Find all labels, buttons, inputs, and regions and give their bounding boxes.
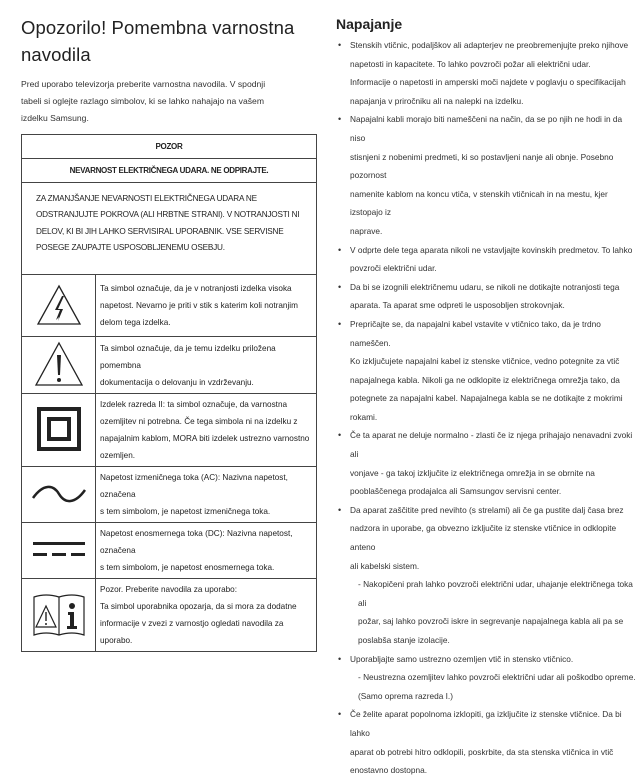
list-item-text: Stenskih vtičnic, podaljškov ali adapterjev ne preobremenjujte preko njihove napetosti in kapacitete. To lahko povzroči požar ali električni udar. Informacije o napetosti in amperski moči najdete v poglavju o specifikacijah napajanja v priročniku ali na nalepki na izdelku. (350, 40, 629, 106)
intro-text: Pred uporabo televizorja preberite varnostna navodila. V spodnji tabeli si oglejte razlago simbolov, ki se lahko nahajajo na vašem izdelku Samsung. (21, 79, 266, 123)
dc-lines-icon (22, 523, 96, 579)
page-title: Opozorilo! Pomembna varnostna navodila (21, 17, 295, 65)
list-subitem: - Nakopičeni prah lahko povzroči električni udar, uhajanje električnega toka ali požar, saj lahko povzroči iskre in segrevanje napajalnega kabla ali pa se poslabša stanje izolacije. (358, 579, 633, 645)
row-description: Pozor. Preberite navodila za uporabo: Ta simbol uporabnika opozarja, da si mora za dodatne informacije v zvezi z varnostjo ogledati navodila za uporabo. (96, 579, 317, 652)
list-item-text: Da bi se izognili električnemu udaru, se nikoli ne dotikajte notranjosti tega aparata. Ta aparat sme odpreti le usposobljen strokovnjak. (350, 281, 620, 311)
table-header: POZOR (22, 135, 317, 159)
power-section (336, 16, 636, 780)
table-row (22, 337, 317, 394)
bullet-icon: • (338, 653, 342, 664)
list-item-text: V odprte dele tega aparata nikoli ne vstavljajte kovinskih predmetov. To lahko povzroči električni udar. (350, 244, 633, 274)
bullet-icon: • (338, 281, 342, 292)
power-bullet-list (336, 36, 636, 780)
ac-wave-icon (22, 467, 96, 523)
bullet-icon: • (338, 318, 342, 329)
row-description: Ta simbol označuje, da je v notranjosti izdelka visoka napetost. Nevarno je priti v stik s katerim koli notranjim delom tega izdelka. (96, 275, 317, 337)
bullet-icon: • (338, 504, 342, 515)
list-subitem: - Neustrezna ozemljitev lahko povzroči električni udar ali poškodbo opreme. (Samo oprema razreda I.) (358, 672, 636, 701)
list-item (336, 36, 636, 110)
row-description: Ta simbol označuje, da je temu izdelku priložena pomembna dokumentacija o delovanju in vzdrževanju. (96, 337, 317, 394)
row-description: Napetost enosmernega toka (DC): Nazivna napetost, označena s tem simbolom, je napetost enosmernega toka. (96, 523, 317, 579)
table-row (22, 467, 317, 523)
list-item (336, 315, 636, 427)
list-item (336, 110, 636, 240)
list-item (336, 426, 636, 500)
table-row (22, 275, 317, 337)
list-item (336, 501, 636, 650)
bullet-icon: • (338, 114, 342, 125)
class-ii-double-square-icon (22, 394, 96, 467)
bullet-icon: • (338, 244, 342, 255)
high-voltage-warning-icon (22, 275, 96, 337)
list-item (336, 705, 636, 779)
list-item (336, 241, 636, 278)
list-item-text: Če želite aparat popolnoma izklopiti, ga izključite iz stenske vtičnice. Da bi lahko aparat ob potrebi hitro odklopili, poskrbite, da sta stenska vtičnica in vtič enostavno dostopna. (350, 709, 622, 776)
table-subheader: NEVARNOST ELEKTRIČNEGA UDARA. NE ODPIRAJTE. (22, 159, 317, 183)
bullet-icon: • (338, 709, 342, 720)
list-item-text: Napajalni kabli morajo biti nameščeni na način, da se po njih ne hodi in da niso stisnjeni z nobenimi predmeti, ki so postavljeni nanje ali obnje. Posebno pozornost namenite kablom na koncu vtiča, v stenskih vtičnicah in na mestu, kjer izstopajo iz naprave. (350, 114, 623, 236)
section-heading: Napajanje (336, 16, 403, 32)
list-item (336, 650, 636, 706)
bullet-icon: • (338, 40, 342, 50)
read-manual-icon (22, 579, 96, 652)
bullet-icon: • (338, 430, 342, 441)
list-item-text: Uporabljajte samo ustrezno ozemljen vtič in stensko vtičnico. (350, 653, 574, 664)
row-description: Napetost izmeničnega toka (AC): Nazivna napetost, označena s tem simbolom, je napetost izmeničnega toka. (96, 467, 317, 523)
exclamation-warning-icon (22, 337, 96, 394)
list-item-text: Če ta aparat ne deluje normalno - zlasti če iz njega prihajajo nenavadni zvoki ali vonjave - ga takoj izključite iz električnega omrežja in se obrnite na pooblaščenega prodajalca ali Samsungov servisni center. (350, 430, 633, 497)
row-description: Izdelek razreda II: ta simbol označuje, da varnostna ozemljitev ni potrebna. Če tega simbola ni na izdelku z napajalnim kablom, MORA biti izdelek ustrezno varnostno ozemljen. (96, 394, 317, 467)
table-row (22, 579, 317, 652)
list-item-text: Da aparat zaščitite pred nevihto (s strelami) ali če ga pustite dalj časa brez nadzora in uporabe, ga obvezno izključite iz stenske vtičnice in odklopite anteno ali kabelski sistem. (350, 504, 624, 571)
warning-text: ZA ZMANJŠANJE NEVARNOSTI ELEKTRIČNEGA UDARA NE ODSTRANJUJTE POKROVA (ALI HRBTNE STRANI). V NOTRANJOSTI NI DELOV, KI BI JIH LAHKO SERVISIRAL UPORABNIK. VSE SERVISNE POSEGE ZAUPAJTE USPOSOBLJENEMU OSEBJU. (22, 183, 317, 275)
table-row (22, 523, 317, 579)
list-item-text: Prepričajte se, da napajalni kabel vstavite v vtičnico tako, da je trdno nameščen. Ko izključujete napajalni kabel iz stenske vtičnice, vedno potegnite za vtič napajalnega kabla. Nikoli ga ne odklopite iz električnega omrežja tako, da potegnete za napajalni kabel. Napajalnega kabla se ne dotikajte z mokrimi rokami. (350, 318, 623, 422)
list-item (336, 278, 636, 315)
safety-section (21, 14, 317, 127)
symbols-table (21, 134, 317, 652)
table-row (22, 394, 317, 467)
